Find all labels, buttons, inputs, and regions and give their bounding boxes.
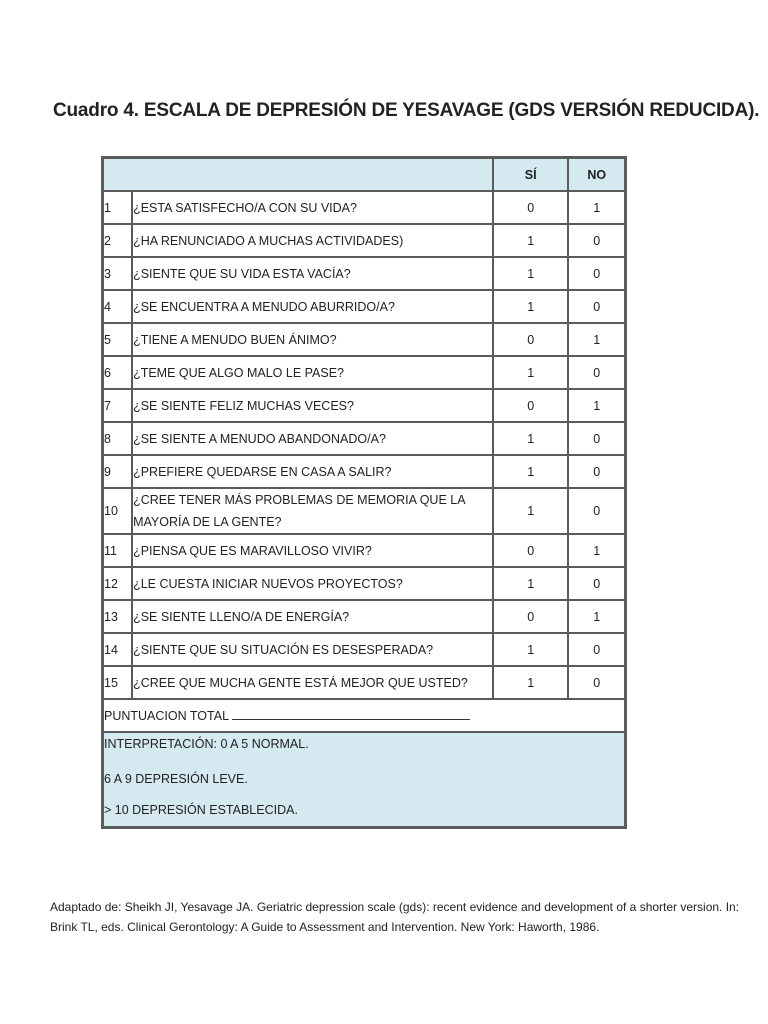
interpretation-line: > 10 DEPRESIÓN ESTABLECIDA. [104,803,298,817]
row-no-value: 0 [568,257,625,290]
row-no-value: 1 [568,191,625,224]
interpretation-row [103,732,626,828]
row-si-value: 0 [493,323,568,356]
row-number: 5 [103,323,133,356]
page-title: Cuadro 4. ESCALA DE DEPRESIÓN DE YESAVAGE (GDS VERSIÓN REDUCIDA). [53,100,760,121]
row-question: ¿SE SIENTE FELIZ MUCHAS VECES? [132,389,493,422]
row-question: ¿SIENTE QUE SU SITUACIÓN ES DESESPERADA? [132,633,493,666]
row-si-value: 1 [493,488,568,534]
row-question: ¿SE SIENTE A MENUDO ABANDONADO/A? [132,422,493,455]
row-question: ¿CREE QUE MUCHA GENTE ESTÁ MEJOR QUE USTED? [132,666,493,699]
row-question: ¿HA RENUNCIADO A MUCHAS ACTIVIDADES) [132,224,493,257]
row-number: 13 [103,600,133,633]
row-number: 10 [103,488,133,534]
table-row [103,488,626,534]
row-si-value: 1 [493,257,568,290]
row-no-value: 1 [568,323,625,356]
table-row [103,323,626,356]
row-no-value: 1 [568,600,625,633]
source-citation: Adaptado de: Sheikh JI, Yesavage JA. Geriatric depression scale (gds): recent evidence and development of a shorter version. In: Brink TL, eds. Clinical Gerontology: A Guide to Assessment and Intervention. New York: Haworth, 1986. [50,900,740,934]
row-si-value: 0 [493,191,568,224]
row-si-value: 1 [493,455,568,488]
row-question: ¿SIENTE QUE SU VIDA ESTA VACÍA? [132,257,493,290]
row-no-value: 0 [568,488,625,534]
row-si-value: 1 [493,422,568,455]
header-blank [103,158,493,192]
interpretation-line: 6 A 9 DEPRESIÓN LEVE. [104,772,248,786]
row-number: 4 [103,290,133,323]
row-number: 11 [103,534,133,567]
row-question: ¿LE CUESTA INICIAR NUEVOS PROYECTOS? [132,567,493,600]
row-question: ¿SE SIENTE LLENO/A DE ENERGÍA? [132,600,493,633]
row-number: 2 [103,224,133,257]
row-question: ¿TIENE A MENUDO BUEN ÁNIMO? [132,323,493,356]
total-blank-line [232,708,470,720]
table-row [103,290,626,323]
table-row [103,455,626,488]
row-number: 14 [103,633,133,666]
row-question: ¿SE ENCUENTRA A MENUDO ABURRIDO/A? [132,290,493,323]
row-number: 9 [103,455,133,488]
table-header-row [103,158,626,192]
row-number: 8 [103,422,133,455]
row-number: 15 [103,666,133,699]
total-row [103,699,626,732]
row-si-value: 1 [493,666,568,699]
table-row [103,422,626,455]
row-number: 6 [103,356,133,389]
row-si-value: 1 [493,633,568,666]
total-label: PUNTUACION TOTAL [104,709,230,723]
table-row [103,356,626,389]
row-question: ¿PREFIERE QUEDARSE EN CASA A SALIR? [132,455,493,488]
row-si-value: 0 [493,534,568,567]
table-row [103,600,626,633]
table-row [103,633,626,666]
table-row [103,567,626,600]
row-no-value: 0 [568,224,625,257]
row-no-value: 0 [568,666,625,699]
row-si-value: 1 [493,290,568,323]
row-no-value: 0 [568,633,625,666]
table-row [103,666,626,699]
row-number: 12 [103,567,133,600]
row-question: ¿CREE TENER MÁS PROBLEMAS DE MEMORIA QUE LA MAYORÍA DE LA GENTE? [132,488,493,534]
row-no-value: 0 [568,567,625,600]
interpretation-cell [103,732,626,828]
row-si-value: 1 [493,356,568,389]
row-no-value: 0 [568,356,625,389]
row-question: ¿TEME QUE ALGO MALO LE PASE? [132,356,493,389]
total-cell [103,699,626,732]
row-no-value: 0 [568,290,625,323]
interpretation-line: INTERPRETACIÓN: 0 A 5 NORMAL. [104,737,309,751]
gds-table [101,156,627,829]
row-question: ¿ESTA SATISFECHO/A CON SU VIDA? [132,191,493,224]
table-row [103,224,626,257]
row-si-value: 1 [493,567,568,600]
row-number: 7 [103,389,133,422]
row-no-value: 0 [568,422,625,455]
header-no: NO [568,158,625,192]
row-no-value: 0 [568,455,625,488]
row-no-value: 1 [568,389,625,422]
table-row [103,191,626,224]
row-si-value: 0 [493,600,568,633]
table-row [103,389,626,422]
row-number: 3 [103,257,133,290]
row-si-value: 1 [493,224,568,257]
row-si-value: 0 [493,389,568,422]
row-no-value: 1 [568,534,625,567]
table-row [103,534,626,567]
row-question: ¿PIENSA QUE ES MARAVILLOSO VIVIR? [132,534,493,567]
table-row [103,257,626,290]
row-number: 1 [103,191,133,224]
header-si: SÍ [493,158,568,192]
